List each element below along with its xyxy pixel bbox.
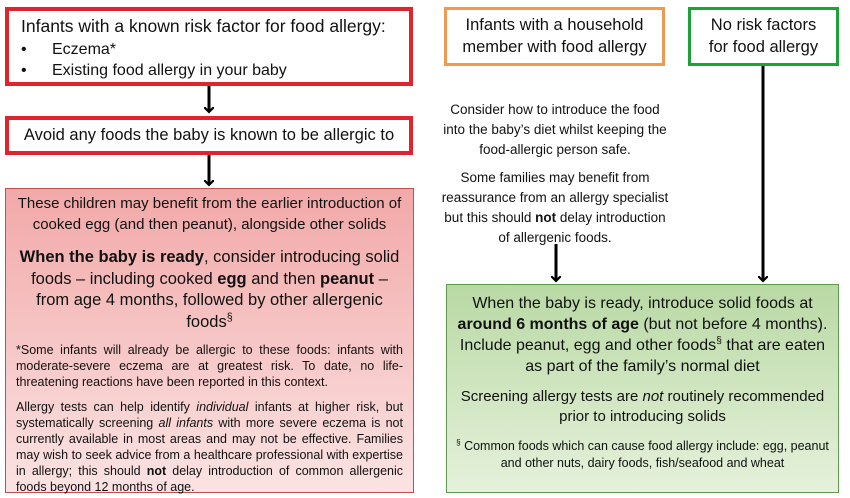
risk-factor-list xyxy=(21,39,399,81)
household-allergy-box xyxy=(444,7,665,66)
common-allergens-footnote xyxy=(455,438,830,472)
text-run: and then xyxy=(246,269,321,288)
emphasis-six-months: around 6 months of age xyxy=(457,316,639,333)
screening-note xyxy=(455,387,830,427)
text-run: Allergy tests can help identify xyxy=(16,400,197,414)
text-run: Common foods which can cause food allergy include: egg, peanut and other nuts, dairy foods, fish/seafood and wheat xyxy=(460,439,829,470)
emphasis-peanut: peanut xyxy=(320,269,375,288)
early-intro-note-tests xyxy=(16,399,403,495)
text-run: infants at higher risk, but systematically screening xyxy=(16,400,403,430)
avoid-allergens-text: Avoid any foods the baby is known to be allergic to xyxy=(23,126,395,144)
no-risk-title-line1: No risk factors xyxy=(710,16,817,34)
emphasis-not: not xyxy=(535,210,557,225)
early-intro-note-eczema: *Some infants will already be allergic to these foods: infants with moderate-severe eczema are at greatest risk. To date, no life-threatening reactions have been reported in this context. xyxy=(16,343,403,389)
early-introduction-box xyxy=(5,188,414,493)
no-risk-title-line2: for food allergy xyxy=(708,38,819,56)
household-guidance-para2 xyxy=(440,168,670,248)
text-run: , consider introducing solid foods – including cooked xyxy=(31,248,400,288)
text-run: routinely recommended prior to introducing solids xyxy=(559,388,825,425)
footnote-mark: § xyxy=(456,437,461,447)
household-title-line1: Infants with a household xyxy=(465,16,644,34)
standard-intro-main xyxy=(455,293,830,377)
risk-factor-item: • Eczema* xyxy=(21,39,399,60)
text-run: that are eaten as part of the family’s normal diet xyxy=(525,337,826,375)
risk-factor-title: Infants with a known risk factor for food allergy: xyxy=(21,16,386,36)
text-run: – from age 4 months, followed by other allergenic foods xyxy=(36,269,388,331)
emphasis-when-ready: When the baby is ready xyxy=(19,248,204,266)
text-run: delay introduction of allergenic foods. xyxy=(498,210,666,245)
avoid-allergens-box xyxy=(5,116,413,155)
risk-factor-box xyxy=(5,7,413,86)
text-run: Some families may benefit from reassurance from an allergy specialist but this should xyxy=(441,170,669,225)
risk-factor-item: • Existing food allergy in your baby xyxy=(21,60,399,81)
text-run: Screening allergy tests are xyxy=(460,388,643,405)
text-run: delay introduction of common allergenic foods beyond 12 months of age. xyxy=(16,464,403,494)
standard-introduction-box xyxy=(446,284,839,493)
early-intro-main xyxy=(16,247,403,333)
household-guidance-para1: Consider how to introduce the food into the baby’s diet whilst keeping the food-allergic person safe. xyxy=(443,102,667,157)
household-title-line2: member with food allergy xyxy=(462,38,647,56)
text-run: (but not before 4 months). Include peanut, egg and other foods xyxy=(459,316,828,354)
emphasis-egg: egg xyxy=(217,269,247,288)
footnote-mark: § xyxy=(226,311,233,323)
no-risk-box xyxy=(688,7,839,66)
text-run: When the baby is ready, introduce solid foods at xyxy=(472,295,813,312)
emphasis-not: not xyxy=(146,464,167,478)
household-guidance xyxy=(440,100,670,248)
text-run: with more severe eczema is not currently available in most areas and may not be effective. Families may wish to seek advice from a healthcare professional with expertise in allergy; this should xyxy=(16,416,403,478)
emphasis-individual: individual xyxy=(196,400,249,414)
emphasis-not: not xyxy=(642,388,664,405)
emphasis-all-infants: all infants xyxy=(158,416,214,430)
footnote-mark: § xyxy=(716,335,722,347)
early-intro-summary: These children may benefit from the earlier introduction of cooked egg (and then peanut), alongside other solids xyxy=(17,195,402,233)
